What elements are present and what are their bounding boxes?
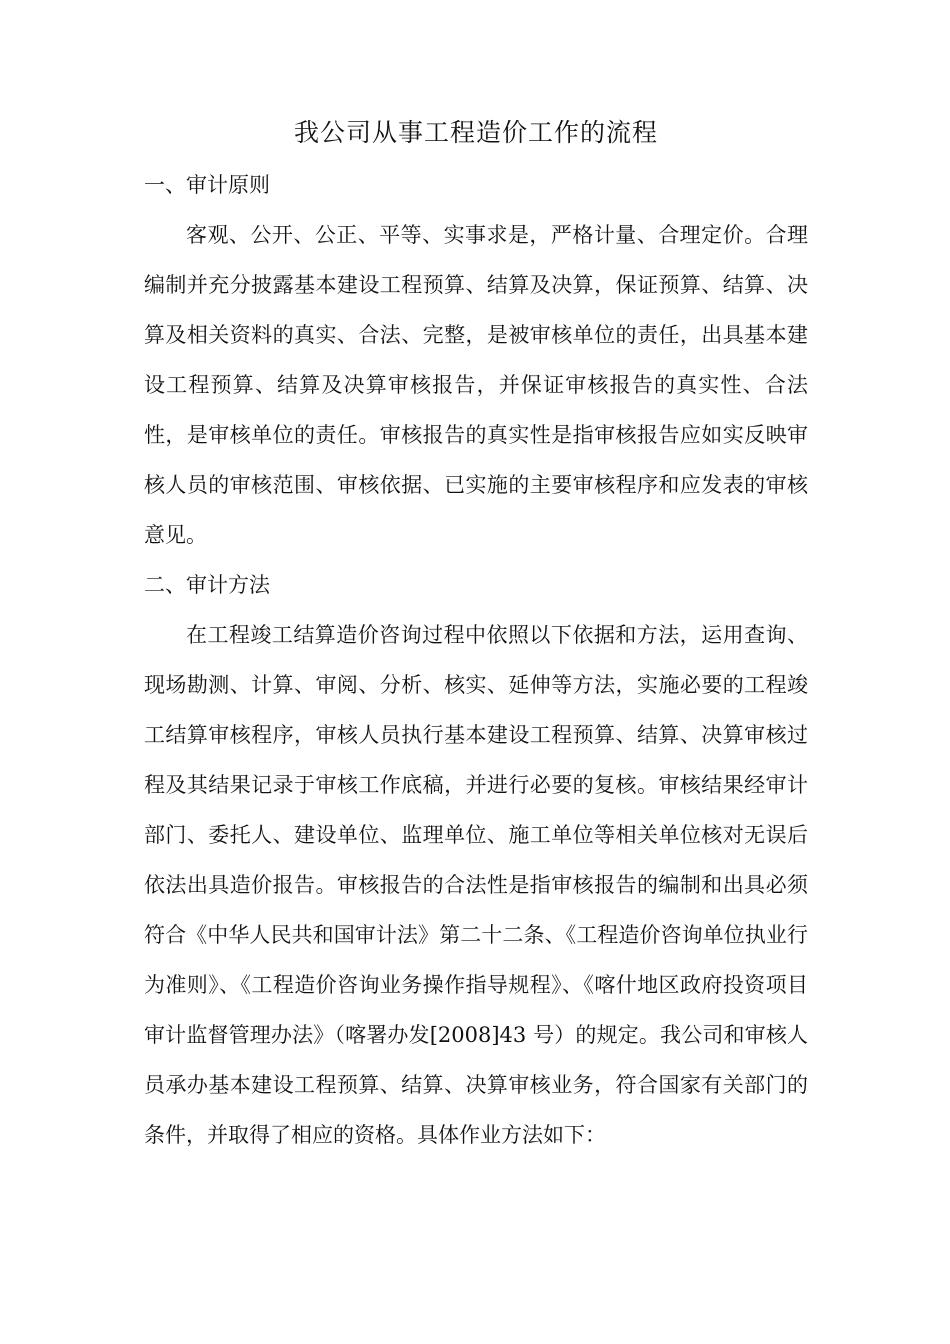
section-heading-principles: 一、审计原则	[144, 173, 270, 197]
paragraph-methods: 在工程竣工结算造价咨询过程中依照以下依据和方法，运用查询、现场勘测、计算、审阅、分析、核实、延伸等方法，实施必要的工程竣工结算审核程序，审核人员执行基本建设工程预算、结算、决算审核过程及其结果记录于审核工作底稿，并进行必要的复核。审核结果经审计部门、委托人、建设单位、监理单位、施工单位等相关单位核对无误后依法出具造价报告。审核报告的合法性是指审核报告的编制和出具必须符合《中华人民共和国审计法》第二十二条、《工程造价咨询单位执业行为准则》、《工程造价咨询业务操作指导规程》、《喀什地区政府投资项目审计监督管理办法》（喀署办发[2008]43 号）的规定。我公司和审核人员承办基本建设工程预算、结算、决算审核业务，符合国家有关部门的条件，并取得了相应的资格。具体作业方法如下：	[144, 623, 808, 1147]
document-title: 我公司从事工程造价工作的流程	[293, 118, 658, 147]
paragraph-principles: 客观、公开、公正、平等、实事求是，严格计量、合理定价。合理编制并充分披露基本建设工程预算、结算及决算，保证预算、结算、决算及相关资料的真实、合法、完整，是被审核单位的责任，出具基本建设工程预算、结算及决算审核报告，并保证审核报告的真实性、合法性，是审核单位的责任。审核报告的真实性是指审核报告应如实反映审核人员的审核范围、审核依据、已实施的主要审核程序和应发表的审核意见。	[144, 223, 808, 547]
section-heading-methods: 二、审计方法	[144, 573, 270, 597]
section-audit-methods	[144, 560, 808, 1160]
section-audit-principles	[144, 160, 808, 560]
document-page	[144, 108, 808, 1160]
